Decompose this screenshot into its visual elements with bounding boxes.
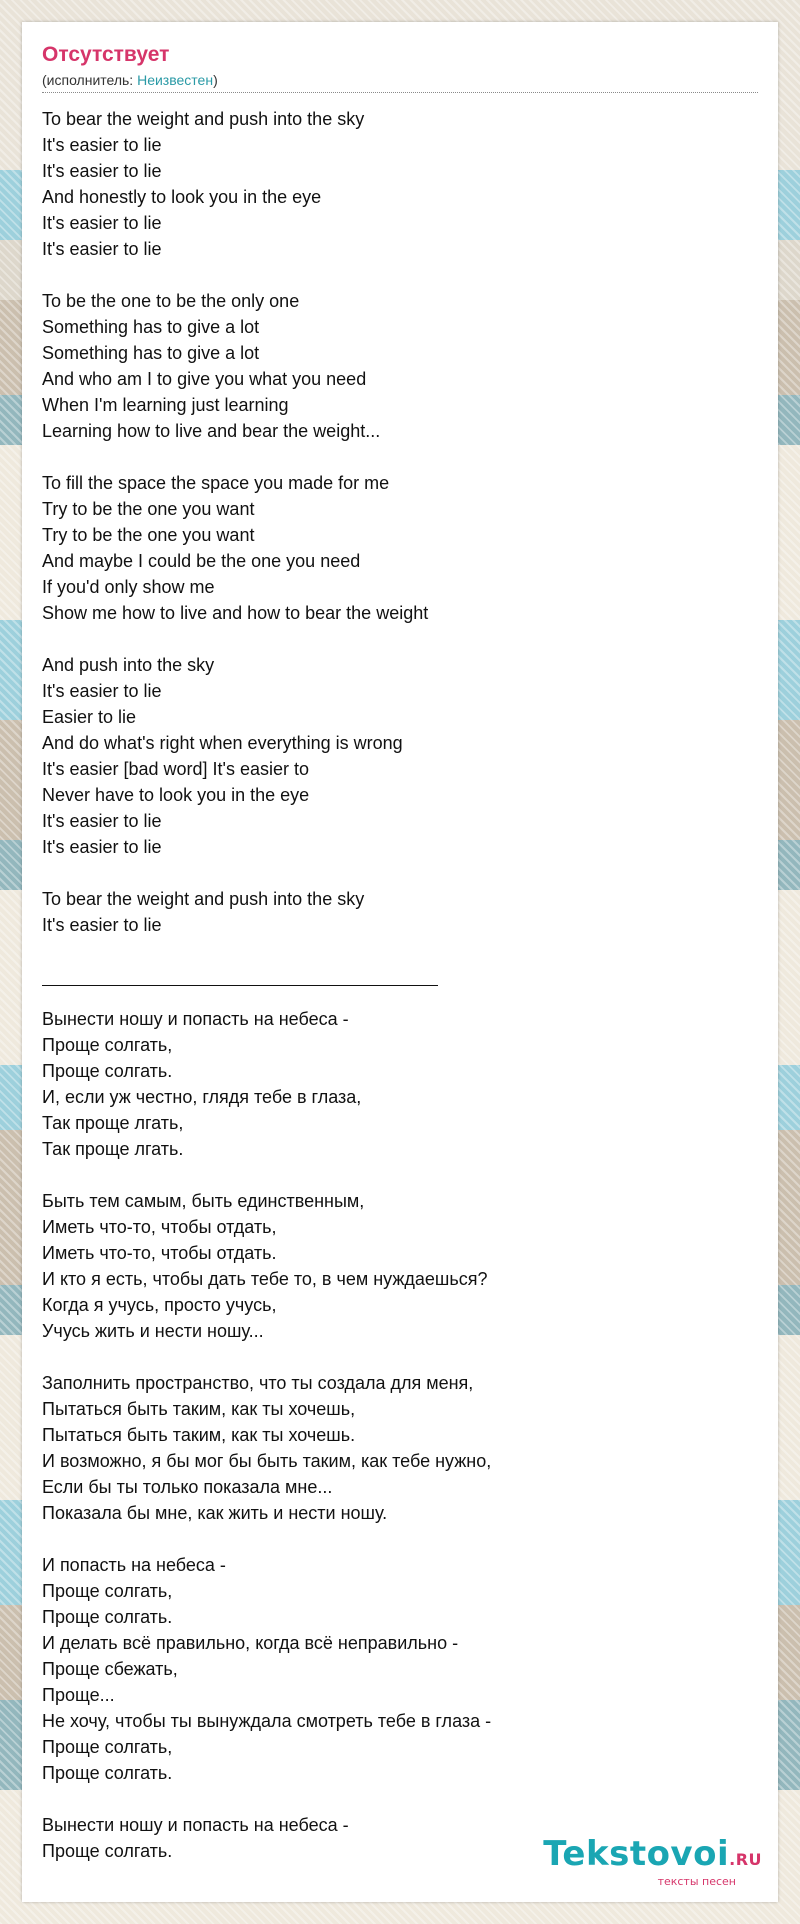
lyric-line: Проще...	[42, 1685, 115, 1705]
lyric-line: And who am I to give you what you need	[42, 369, 367, 389]
lyric-line: Пытаться быть таким, как ты хочешь.	[42, 1425, 356, 1445]
lyric-line: Заполнить пространство, что ты создала для меня,	[42, 1373, 474, 1393]
lyric-line: И возможно, я бы мог бы быть таким, как тебе нужно,	[42, 1451, 492, 1471]
lyric-line: Вынести ношу и попасть на небеса -	[42, 1009, 349, 1029]
lyric-line: И попасть на небеса -	[42, 1555, 226, 1575]
stanza-gap	[42, 1526, 722, 1552]
lyric-line: Не хочу, чтобы ты вынуждала смотреть тебе в глаза -	[42, 1711, 492, 1731]
header-divider	[42, 92, 758, 93]
artist-line	[42, 71, 758, 89]
lyric-line: Проще солгать.	[42, 1841, 173, 1861]
lyric-line: It's easier to lie	[42, 915, 162, 935]
lyric-line: And do what's right when everything is wrong	[42, 733, 403, 753]
stanza-gap	[42, 938, 722, 964]
lyric-line: And maybe I could be the one you need	[42, 551, 361, 571]
lyric-line: Show me how to live and how to bear the weight	[42, 603, 429, 623]
lyric-line: Never have to look you in the eye	[42, 785, 310, 805]
lyric-line: It's easier to lie	[42, 161, 162, 181]
song-header	[42, 42, 758, 89]
stanza-gap	[42, 1344, 722, 1370]
lyric-line: It's easier to lie	[42, 135, 162, 155]
lyric-line: И кто я есть, чтобы дать тебе то, в чем нуждаешься?	[42, 1269, 488, 1289]
lyrics-body	[42, 106, 722, 1864]
lyric-line: If you'd only show me	[42, 577, 215, 597]
lyric-line: To fill the space the space you made for me	[42, 473, 390, 493]
lyric-line: It's easier to lie	[42, 239, 162, 259]
lyric-line: Вынести ношу и попасть на небеса -	[42, 1815, 349, 1835]
logo-tagline: тексты песен	[657, 1875, 736, 1888]
lyric-line: Try to be the one you want	[42, 499, 255, 519]
lyric-line: Когда я учусь, просто учусь,	[42, 1295, 277, 1315]
site-logo[interactable]	[543, 1836, 762, 1888]
lyric-line: Easier to lie	[42, 707, 137, 727]
stanza-gap	[42, 1786, 722, 1812]
lyric-line: Проще солгать,	[42, 1737, 173, 1757]
stanza-gap	[42, 262, 722, 288]
lyric-line: Проще сбежать,	[42, 1659, 178, 1679]
lyric-line: Быть тем самым, быть единственным,	[42, 1191, 365, 1211]
lyric-line: Проще солгать.	[42, 1607, 173, 1627]
artist-link[interactable]: Неизвестен	[137, 72, 214, 88]
lyric-line: Проще солгать,	[42, 1581, 173, 1601]
lyric-line: И делать всё правильно, когда всё неправильно -	[42, 1633, 459, 1653]
lyric-line: It's easier to lie	[42, 213, 162, 233]
translation-divider	[42, 985, 438, 986]
lyric-line: It's easier to lie	[42, 681, 162, 701]
lyric-line: Показала бы мне, как жить и нести ношу.	[42, 1503, 388, 1523]
lyric-line: Иметь что-то, чтобы отдать,	[42, 1217, 277, 1237]
lyric-line: Если бы ты только показала мне...	[42, 1477, 333, 1497]
lyric-line: Try to be the one you want	[42, 525, 255, 545]
lyric-line: When I'm learning just learning	[42, 395, 289, 415]
stanza-gap	[42, 444, 722, 470]
stanza-gap	[42, 860, 722, 886]
stanza-gap	[42, 1162, 722, 1188]
lyric-line: Проще солгать,	[42, 1035, 173, 1055]
lyric-line: And push into the sky	[42, 655, 215, 675]
lyric-line: Так проще лгать,	[42, 1113, 184, 1133]
lyrics-card	[22, 22, 778, 1902]
lyric-line: Иметь что-то, чтобы отдать.	[42, 1243, 277, 1263]
logo-tld: .RU	[729, 1850, 762, 1869]
artist-prefix: (исполнитель:	[42, 72, 138, 88]
lyric-line: To bear the weight and push into the sky	[42, 109, 365, 129]
lyric-line: Learning how to live and bear the weight...	[42, 421, 381, 441]
lyric-line: Something has to give a lot	[42, 343, 260, 363]
lyric-line: Проще солгать.	[42, 1061, 173, 1081]
lyric-line: Something has to give a lot	[42, 317, 260, 337]
song-title: Отсутствует	[42, 43, 170, 66]
lyric-line: Проще солгать.	[42, 1763, 173, 1783]
lyric-line: И, если уж честно, глядя тебе в глаза,	[42, 1087, 362, 1107]
lyric-line: It's easier to lie	[42, 811, 162, 831]
stanza-gap	[42, 626, 722, 652]
lyric-line: To bear the weight and push into the sky	[42, 889, 365, 909]
lyric-line: Пытаться быть таким, как ты хочешь,	[42, 1399, 356, 1419]
lyric-line: To be the one to be the only one	[42, 291, 300, 311]
lyric-line: Так проще лгать.	[42, 1139, 184, 1159]
lyric-line: And honestly to look you in the eye	[42, 187, 322, 207]
lyric-line: It's easier [bad word] It's easier to	[42, 759, 309, 779]
artist-suffix: )	[213, 72, 218, 88]
lyric-line: Учусь жить и нести ношу...	[42, 1321, 264, 1341]
logo-name: Tekstovoi	[543, 1834, 730, 1874]
lyric-line: It's easier to lie	[42, 837, 162, 857]
